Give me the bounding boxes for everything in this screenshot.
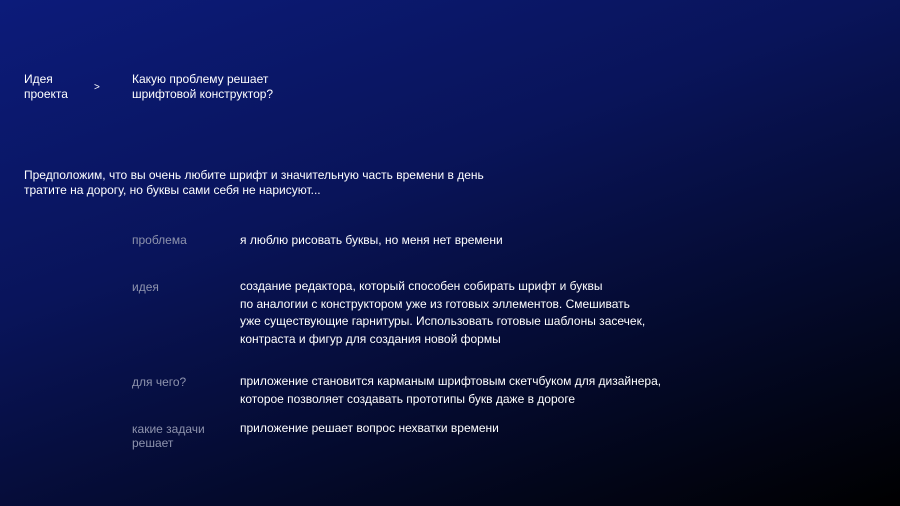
- row-value-idea: создание редактора, который способен собирать шрифт и буквы по аналогии с конструктором уже из готовых эллементов. Смешивать уже существующие гарнитуры. Использовать готовые шаблоны засечек, контраста и фигур для создания новой формы: [240, 279, 646, 346]
- row-value-problem: я люблю рисовать буквы, но меня нет времени: [240, 233, 503, 247]
- intro-text: Предположим, что вы очень любите шрифт и значительную часть времени в день тратите на дорогу, но буквы сами себя не нарисуют...: [24, 168, 484, 197]
- row-value-purpose: приложение становится карманым шрифтовым скетчбуком для дизайнера, которое позволяет создавать прототипы букв даже в дороге: [240, 374, 662, 406]
- breadcrumb-section: Идея проекта: [24, 72, 68, 101]
- breadcrumb-separator: >: [94, 82, 100, 93]
- row-label-idea: идея: [132, 280, 159, 294]
- page-title: Какую проблему решает шрифтовой конструктор?: [132, 72, 274, 101]
- row-value-tasks: приложение решает вопрос нехватки времени: [240, 421, 499, 435]
- row-label-purpose: для чего?: [132, 375, 187, 389]
- row-label-tasks: какие задачи решает: [132, 422, 205, 450]
- row-label-problem: проблема: [132, 233, 187, 247]
